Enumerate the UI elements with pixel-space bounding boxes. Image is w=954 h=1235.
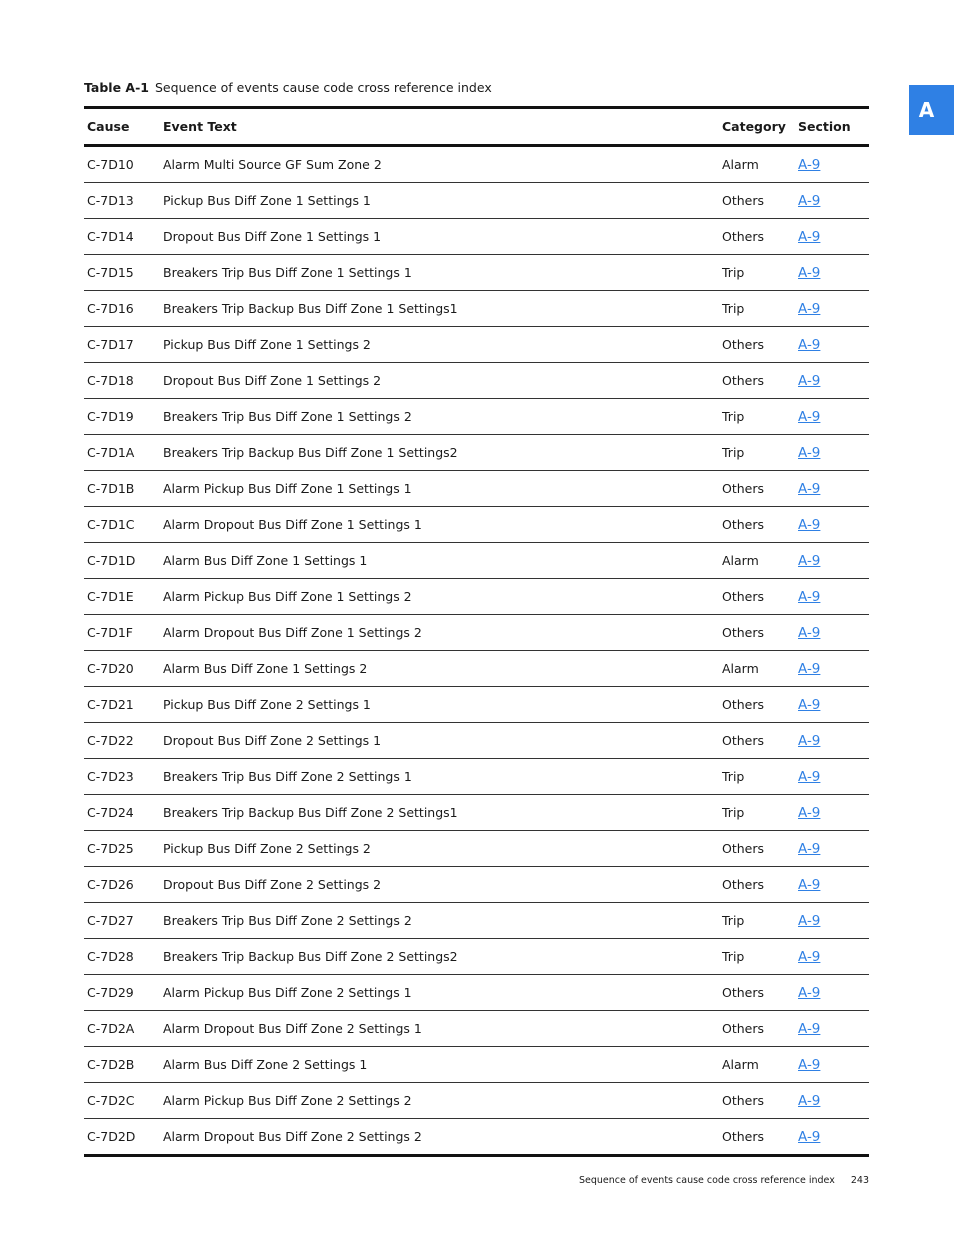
section-link[interactable]: A-9 xyxy=(798,732,821,749)
category-cell: Others xyxy=(722,589,765,604)
category-cell: Trip xyxy=(722,805,745,820)
table-row xyxy=(84,543,869,579)
section-link[interactable]: A-9 xyxy=(798,264,821,281)
cause-cell: C-7D19 xyxy=(87,409,134,424)
table-row xyxy=(84,615,869,651)
section-link[interactable]: A-9 xyxy=(798,444,821,461)
table-row xyxy=(84,507,869,543)
table-row xyxy=(84,723,869,759)
section-link[interactable]: A-9 xyxy=(798,300,821,317)
category-cell: Others xyxy=(722,517,765,532)
page-number: 243 xyxy=(850,1175,869,1186)
category-cell: Trip xyxy=(722,301,745,316)
cause-cell: C-7D2A xyxy=(87,1021,135,1036)
section-cell xyxy=(798,877,869,893)
section-link[interactable]: A-9 xyxy=(798,1020,821,1037)
header-event-text: Event Text xyxy=(163,119,237,134)
section-cell xyxy=(798,949,869,965)
cause-cell: C-7D23 xyxy=(87,769,134,784)
table-row xyxy=(84,1083,869,1119)
event-text-cell: Alarm Dropout Bus Diff Zone 2 Settings 2 xyxy=(163,1129,422,1144)
table-header-row xyxy=(84,109,869,147)
section-cell xyxy=(798,805,869,821)
cause-cell: C-7D1D xyxy=(87,553,136,568)
event-text-cell: Breakers Trip Bus Diff Zone 2 Settings 1 xyxy=(163,769,412,784)
section-link[interactable]: A-9 xyxy=(798,804,821,821)
header-category: Category xyxy=(722,119,786,134)
cause-cell: C-7D27 xyxy=(87,913,134,928)
event-text-cell: Breakers Trip Backup Bus Diff Zone 2 Settings1 xyxy=(163,805,458,820)
section-cell xyxy=(798,301,869,317)
table-row xyxy=(84,363,869,399)
event-text-cell: Alarm Bus Diff Zone 2 Settings 1 xyxy=(163,1057,368,1072)
section-cell xyxy=(798,337,869,353)
table-row xyxy=(84,939,869,975)
table-row xyxy=(84,147,869,183)
section-link[interactable]: A-9 xyxy=(798,552,821,569)
category-cell: Others xyxy=(722,877,765,892)
event-text-cell: Alarm Bus Diff Zone 1 Settings 2 xyxy=(163,661,368,676)
event-text-cell: Alarm Dropout Bus Diff Zone 2 Settings 1 xyxy=(163,1021,422,1036)
section-link[interactable]: A-9 xyxy=(798,1092,821,1109)
section-link[interactable]: A-9 xyxy=(798,588,821,605)
section-cell xyxy=(798,517,869,533)
cause-cell: C-7D1F xyxy=(87,625,133,640)
event-text-cell: Breakers Trip Bus Diff Zone 1 Settings 2 xyxy=(163,409,412,424)
section-cell xyxy=(798,625,869,641)
cause-cell: C-7D13 xyxy=(87,193,134,208)
category-cell: Others xyxy=(722,841,765,856)
event-text-cell: Pickup Bus Diff Zone 1 Settings 2 xyxy=(163,337,371,352)
section-cell xyxy=(798,157,869,173)
event-text-cell: Alarm Dropout Bus Diff Zone 1 Settings 2 xyxy=(163,625,422,640)
category-cell: Alarm xyxy=(722,553,759,568)
category-cell: Others xyxy=(722,337,765,352)
event-text-cell: Breakers Trip Backup Bus Diff Zone 1 Settings1 xyxy=(163,301,458,316)
table-row xyxy=(84,399,869,435)
cause-cell: C-7D20 xyxy=(87,661,134,676)
section-link[interactable]: A-9 xyxy=(798,192,821,209)
category-cell: Others xyxy=(722,625,765,640)
table-caption-label: Table A-1 xyxy=(84,80,149,95)
event-text-cell: Breakers Trip Bus Diff Zone 2 Settings 2 xyxy=(163,913,412,928)
cause-code-table xyxy=(84,106,869,1157)
cause-cell: C-7D1A xyxy=(87,445,135,460)
event-text-cell: Alarm Bus Diff Zone 1 Settings 1 xyxy=(163,553,368,568)
event-text-cell: Pickup Bus Diff Zone 2 Settings 2 xyxy=(163,841,371,856)
section-cell xyxy=(798,1057,869,1073)
table-caption xyxy=(84,80,492,95)
cause-cell: C-7D22 xyxy=(87,733,134,748)
category-cell: Trip xyxy=(722,409,745,424)
cause-cell: C-7D26 xyxy=(87,877,134,892)
table-caption-title: Sequence of events cause code cross reference index xyxy=(154,80,492,95)
cause-cell: C-7D16 xyxy=(87,301,134,316)
table-row xyxy=(84,867,869,903)
footer-title: Sequence of events cause code cross reference index xyxy=(578,1175,835,1186)
section-link[interactable]: A-9 xyxy=(798,624,821,641)
category-cell: Others xyxy=(722,1021,765,1036)
section-cell xyxy=(798,661,869,677)
cause-cell: C-7D14 xyxy=(87,229,134,244)
header-section: Section xyxy=(798,119,851,134)
header-cause: Cause xyxy=(87,119,130,134)
section-cell xyxy=(798,445,869,461)
event-text-cell: Breakers Trip Backup Bus Diff Zone 1 Settings2 xyxy=(163,445,458,460)
section-link[interactable]: A-9 xyxy=(798,660,821,677)
section-cell xyxy=(798,913,869,929)
category-cell: Trip xyxy=(722,265,745,280)
table-row xyxy=(84,327,869,363)
section-link[interactable]: A-9 xyxy=(798,912,821,929)
cause-cell: C-7D18 xyxy=(87,373,134,388)
table-row xyxy=(84,579,869,615)
event-text-cell: Dropout Bus Diff Zone 2 Settings 1 xyxy=(163,733,382,748)
category-cell: Others xyxy=(722,1129,765,1144)
category-cell: Alarm xyxy=(722,157,759,172)
cause-cell: C-7D29 xyxy=(87,985,134,1000)
section-link[interactable]: A-9 xyxy=(798,1128,821,1145)
category-cell: Trip xyxy=(722,445,745,460)
section-cell xyxy=(798,589,869,605)
category-cell: Others xyxy=(722,373,765,388)
event-text-cell: Alarm Pickup Bus Diff Zone 1 Settings 2 xyxy=(163,589,412,604)
section-cell xyxy=(798,841,869,857)
section-cell xyxy=(798,769,869,785)
section-link[interactable]: A-9 xyxy=(798,696,821,713)
category-cell: Alarm xyxy=(722,1057,759,1072)
section-cell xyxy=(798,1021,869,1037)
category-cell: Others xyxy=(722,229,765,244)
table-row xyxy=(84,219,869,255)
table-row xyxy=(84,1047,869,1083)
event-text-cell: Breakers Trip Bus Diff Zone 1 Settings 1 xyxy=(163,265,412,280)
section-cell xyxy=(798,265,869,281)
table-row xyxy=(84,183,869,219)
category-cell: Trip xyxy=(722,949,745,964)
category-cell: Others xyxy=(722,481,765,496)
cause-cell: C-7D1E xyxy=(87,589,134,604)
category-cell: Trip xyxy=(722,913,745,928)
cause-cell: C-7D28 xyxy=(87,949,134,964)
event-text-cell: Breakers Trip Backup Bus Diff Zone 2 Settings2 xyxy=(163,949,458,964)
appendix-tab: A xyxy=(909,85,954,135)
cause-cell: C-7D1B xyxy=(87,481,135,496)
category-cell: Others xyxy=(722,1093,765,1108)
cause-cell: C-7D15 xyxy=(87,265,134,280)
section-cell xyxy=(798,481,869,497)
cause-cell: C-7D25 xyxy=(87,841,134,856)
section-link[interactable]: A-9 xyxy=(798,948,821,965)
event-text-cell: Alarm Pickup Bus Diff Zone 2 Settings 2 xyxy=(163,1093,412,1108)
event-text-cell: Alarm Pickup Bus Diff Zone 1 Settings 1 xyxy=(163,481,412,496)
section-cell xyxy=(798,373,869,389)
table-row xyxy=(84,255,869,291)
category-cell: Others xyxy=(722,193,765,208)
section-link[interactable]: A-9 xyxy=(798,984,821,1001)
table-row xyxy=(84,795,869,831)
cause-cell: C-7D21 xyxy=(87,697,134,712)
section-link[interactable]: A-9 xyxy=(798,228,821,245)
table-row xyxy=(84,687,869,723)
section-cell xyxy=(798,985,869,1001)
cause-cell: C-7D10 xyxy=(87,157,134,172)
page-footer xyxy=(579,1175,869,1186)
event-text-cell: Alarm Multi Source GF Sum Zone 2 xyxy=(163,157,382,172)
section-cell xyxy=(798,733,869,749)
section-cell xyxy=(798,553,869,569)
cause-cell: C-7D2B xyxy=(87,1057,135,1072)
event-text-cell: Pickup Bus Diff Zone 2 Settings 1 xyxy=(163,697,371,712)
table-row xyxy=(84,651,869,687)
section-link[interactable]: A-9 xyxy=(798,516,821,533)
table-row xyxy=(84,1119,869,1154)
section-link[interactable]: A-9 xyxy=(798,768,821,785)
section-link[interactable]: A-9 xyxy=(798,408,821,425)
cause-cell: C-7D17 xyxy=(87,337,134,352)
section-link[interactable]: A-9 xyxy=(798,156,821,173)
category-cell: Others xyxy=(722,697,765,712)
event-text-cell: Dropout Bus Diff Zone 1 Settings 1 xyxy=(163,229,382,244)
event-text-cell: Alarm Pickup Bus Diff Zone 2 Settings 1 xyxy=(163,985,412,1000)
cause-cell: C-7D2D xyxy=(87,1129,136,1144)
event-text-cell: Dropout Bus Diff Zone 2 Settings 2 xyxy=(163,877,382,892)
table-row xyxy=(84,471,869,507)
section-cell xyxy=(798,229,869,245)
category-cell: Trip xyxy=(722,769,745,784)
section-link[interactable]: A-9 xyxy=(798,372,821,389)
section-cell xyxy=(798,697,869,713)
section-cell xyxy=(798,409,869,425)
section-link[interactable]: A-9 xyxy=(798,336,821,353)
event-text-cell: Pickup Bus Diff Zone 1 Settings 1 xyxy=(163,193,371,208)
table-row xyxy=(84,831,869,867)
table-row xyxy=(84,1011,869,1047)
section-link[interactable]: A-9 xyxy=(798,840,821,857)
event-text-cell: Dropout Bus Diff Zone 1 Settings 2 xyxy=(163,373,382,388)
cause-cell: C-7D24 xyxy=(87,805,134,820)
section-cell xyxy=(798,1093,869,1109)
section-cell xyxy=(798,1129,869,1145)
section-link[interactable]: A-9 xyxy=(798,480,821,497)
category-cell: Others xyxy=(722,733,765,748)
table-row xyxy=(84,903,869,939)
table-row xyxy=(84,291,869,327)
section-cell xyxy=(798,193,869,209)
table-row xyxy=(84,975,869,1011)
category-cell: Alarm xyxy=(722,661,759,676)
cause-cell: C-7D2C xyxy=(87,1093,135,1108)
event-text-cell: Alarm Dropout Bus Diff Zone 1 Settings 1 xyxy=(163,517,422,532)
table-row xyxy=(84,435,869,471)
section-link[interactable]: A-9 xyxy=(798,1056,821,1073)
section-link[interactable]: A-9 xyxy=(798,876,821,893)
table-row xyxy=(84,759,869,795)
cause-cell: C-7D1C xyxy=(87,517,135,532)
category-cell: Others xyxy=(722,985,765,1000)
